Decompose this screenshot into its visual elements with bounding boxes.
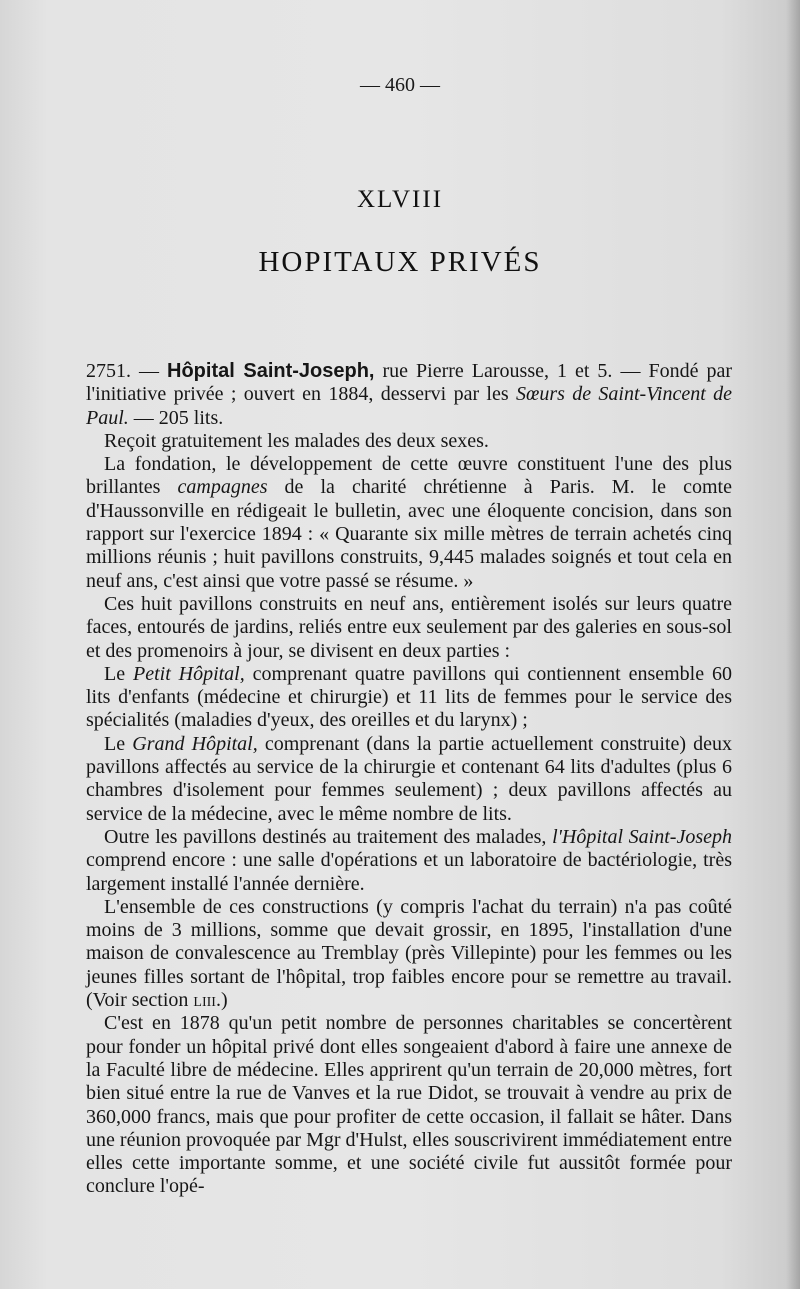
bed-count: — 205 lits. [128,406,224,429]
paragraph-3 [86,593,732,663]
p5-text-a: Le [104,732,133,755]
entry-dash: — [131,360,168,382]
paragraph-8 [86,1012,732,1198]
p2-italic: campagnes [177,476,268,499]
p7-section-ref: liii [193,989,216,1012]
p5-italic: Grand Hôpital, [132,732,258,755]
p6-italic: l'Hôpital Saint-Joseph [552,825,732,848]
paragraph-6 [86,826,732,896]
p5-text-b: comprenant (dans la partie actuellement construite) deux pavillons affectés au service de la chirurgie et contenant 64 lits d'adultes (plus 6 chambres d'isolement pour femmes seulement) ; deux pavillons affectés au service de la médecine, avec le même nombre de lits. [86,732,733,825]
hospital-name: Hôpital Saint-Joseph, [167,360,375,382]
section-title: HOPITAUX PRIVÉS [258,246,542,278]
body-text [86,360,732,1199]
entry-number: 2751. [86,360,131,382]
entry-address: rue Pierre Larousse, 1 et 5. — Fondé par l'initiative privée ; ouvert en 1884, desservi par les [86,360,732,406]
paragraph-5 [86,733,732,826]
p4-italic: Petit Hôpital, [132,662,245,685]
paragraph-7 [86,896,732,1012]
religious-order: Sœurs de Saint-Vincent de Paul. [86,383,732,429]
p7-text-b: .) [215,989,228,1012]
p4-text-a: Le [104,662,133,685]
p6-text-a: Outre les pavillons destinés au traitement des malades, [104,825,553,848]
paragraph-1 [86,430,732,453]
p8-text: C'est en 1878 qu'un petit nombre de personnes charitables se concertèrent pour fonder un hôpital privé dont elles songeaient d'abord à faire une annexe de la Faculté libre de médecine. Elles apprirent qu'un terrain de 20,000 mètres, fort bien situé entre la rue de Vanves et la rue Didot, se trouvait à vendre au prix de 360,000 francs, mais que pour profiter de cette occasion, il fallait se hâter. Dans une réunion provoquée par Mgr d'Hulst, elles souscrivirent immédiatement entre elles cette importante somme, et une société civile fut aussitôt formée pour conclure l'opé- [86,1012,732,1198]
section-number: XLVIII [356,186,444,213]
p1-text: Reçoit gratuitement les malades des deux sexes. [104,429,489,452]
p4-text-b: comprenant quatre pavillons qui contiennent ensemble 60 lits d'enfants (médecine et chirurgie) et 11 lits de femmes pour le service des spécialités (maladies d'yeux, des oreilles et du larynx) ; [86,662,733,732]
paragraph-2 [86,453,732,593]
p2-text-a: La fondation, le développement de cette œuvre constituent l'une des plus brillantes [86,453,732,499]
entry-heading-paragraph [86,360,732,430]
p6-text-b: comprend encore : une salle d'opérations et un laboratoire de bactériologie, très largement installé l'année dernière. [86,849,732,895]
paragraph-4 [86,663,732,733]
p2-text-b: de la charité chrétienne à Paris. M. le comte d'Haussonville en rédigeait le bulletin, avec une éloquente concision, dans son rapport sur l'exercice 1894 : « Quarante six mille mètres de terrain achetés cinq millions réunis ; huit pavillons construits, 9,445 malades soignés et tout cela en neuf ans, c'est ainsi que votre passé se résume. » [86,476,732,592]
page-number: — 460 — [360,74,440,96]
p3-text: Ces huit pavillons construits en neuf ans, entièrement isolés sur leurs quatre faces, entourés de jardins, reliés entre eux seulement par des galeries en sous-sol et des promenoirs à jour, se divisent en deux parties : [86,592,732,662]
p7-text-a: L'ensemble de ces constructions (y compris l'achat du terrain) n'a pas coûté moins de 3 millions, somme que devait grossir, en 1895, l'installation d'une maison de convalescence au Tremblay (près Villepinte) pour les femmes ou les jeunes filles sortant de l'hôpital, trop faibles encore pour se remettre au travail. (Voir section [86,895,732,1012]
